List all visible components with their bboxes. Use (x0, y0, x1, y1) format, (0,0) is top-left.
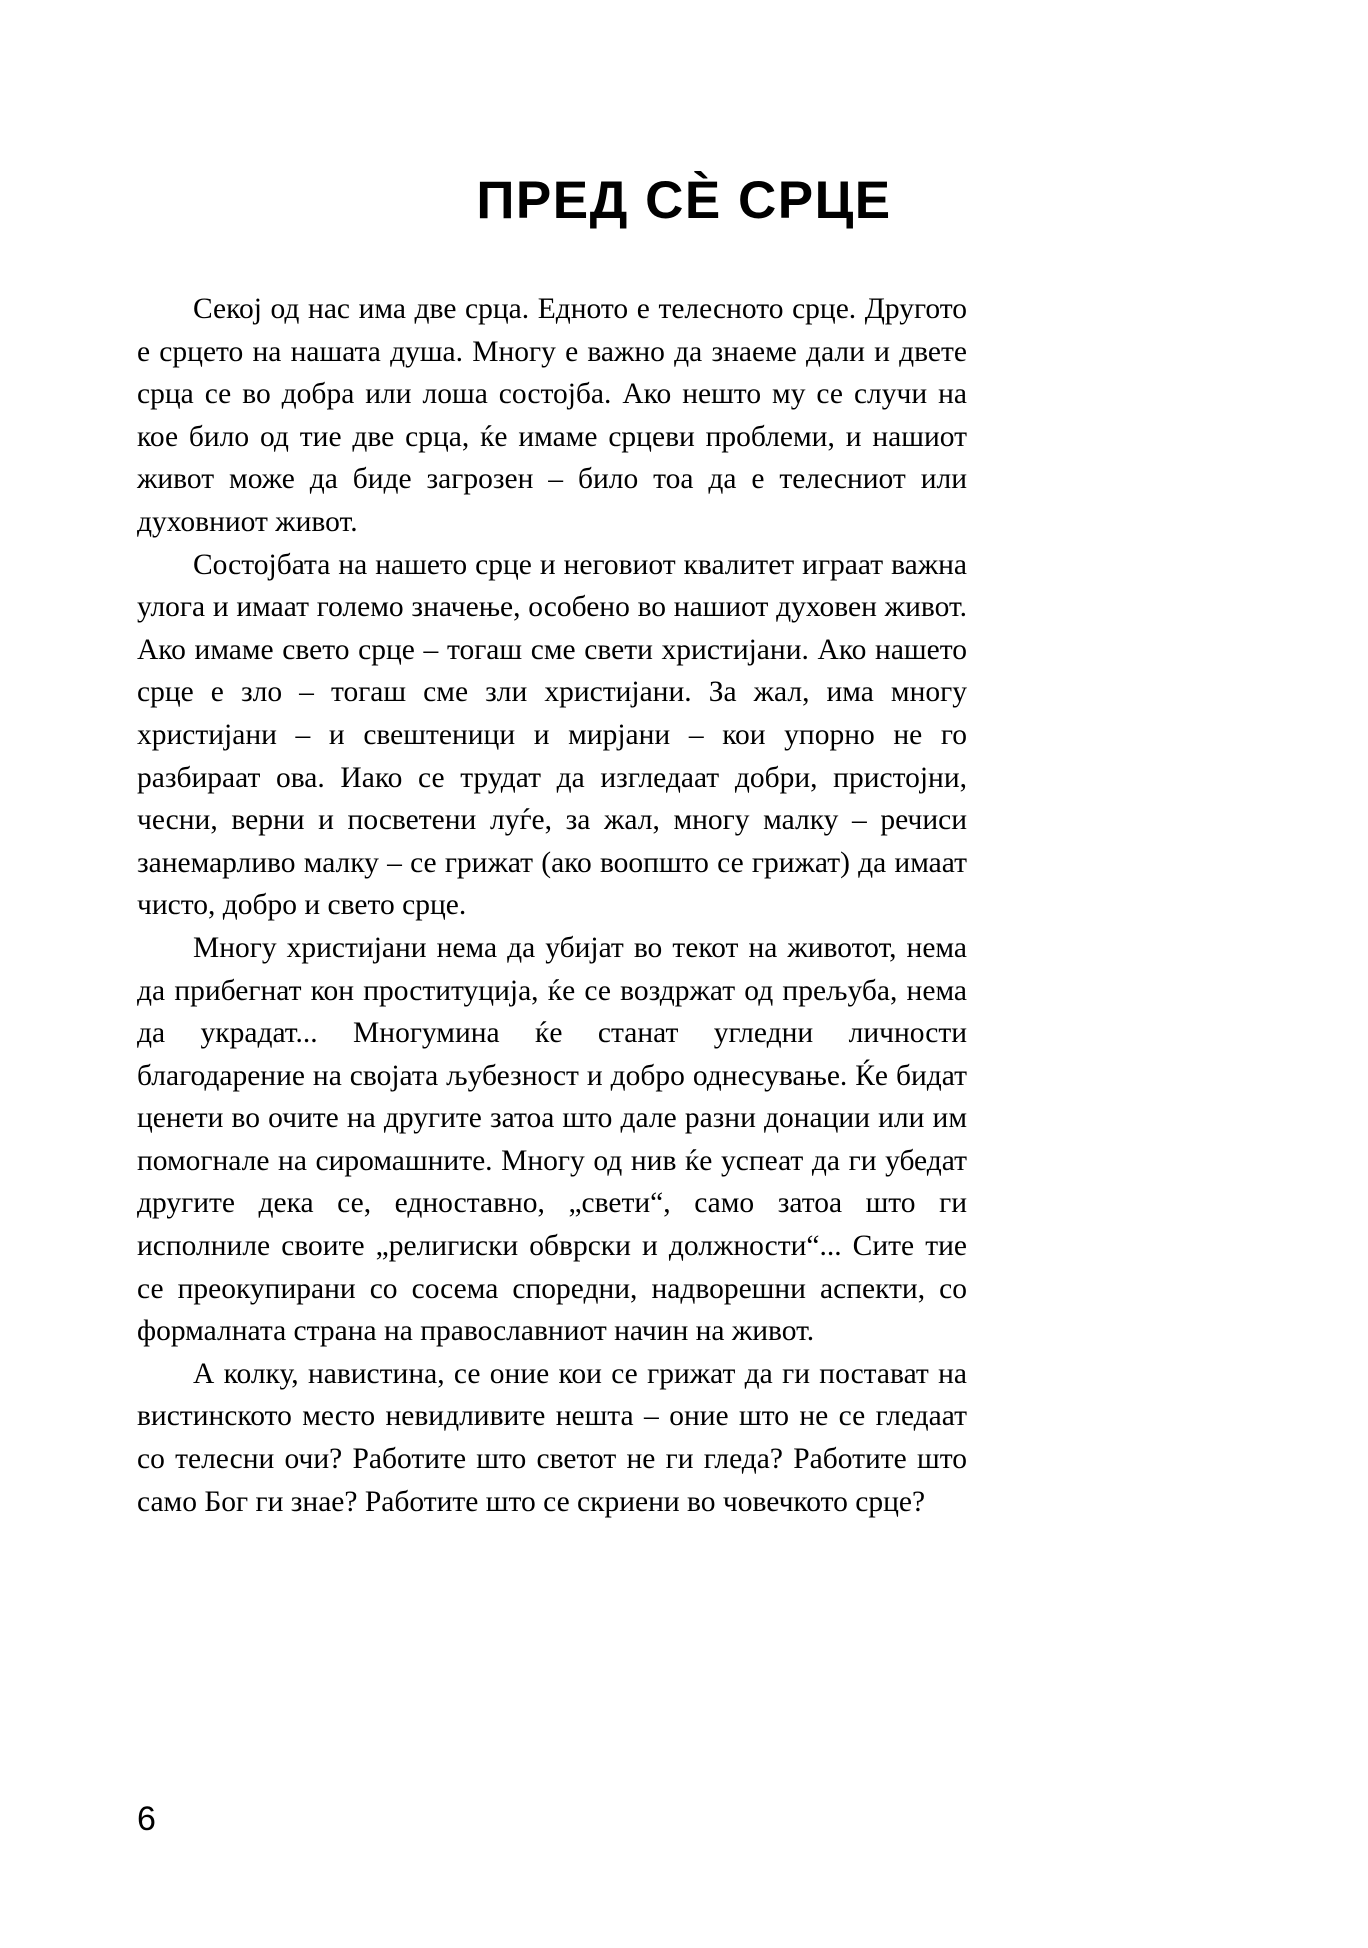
paragraph: А колку, навистина, се оние кои се грижат да ги постават на вистинското место невидливите нешта – оние што не се гледаат со телесни очи? Работите што светот не ги гледа? Работите што само Бог ги знае? Работите што се скриени во човечкото срце? (137, 1357, 975, 1518)
body-text-block (137, 288, 975, 1523)
paragraph: Состојбата на нашето срце и неговиот квалитет играат важна улога и имаат големо значење, особено во нашиот духовен живот. Ако имаме свето срце – тогаш сме свети христијани. Ако нашето срце е зло – тогаш сме зли христијани. За жал, има многу христијани – и свештеници и мирјани – кои упорно не го разбираат ова. Иако се трудат да изгледаат добри, пристојни, чесни, верни и посветени луѓе, за жал, многу малку – речиси занемарливо малку – се грижат (ако воопшто се грижат) да имаат чисто, добро и свето срце. (137, 548, 975, 922)
page-title: ПРЕД СЀ СРЦЕ (476, 170, 892, 230)
paragraph: Многу христијани нема да убијат во текот на животот, нема да прибегнат кон проституција, ќе се воздржат од прељуба, нема да украдат... Многумина ќе станат угледни личности благодарение на својата љубезност и добро однесување. Ќе бидат ценети во очите на другите затоа што дале разни донации или им помогнале на сиромашните. Многу од нив ќе успеат да ги убедат другите дека се, едноставно, „свети“, само затоа што ги исполниле своите „религиски обврски и должности“... Сите тие се преокупирани со сосема споредни, надворешни аспекти, со формалната страна на православниот начин на живот. (137, 931, 975, 1348)
paragraph: Секој од нас има две срца. Едното е телесното срце. Другото е срцето на нашата душа. Многу е важно да знаеме дали и двете срца се во добра или лоша состојба. Ако нешто му се случи на кое било од тие две срца, ќе имаме срцеви проблеми, и нашиот живот може да биде загрозен – било тоа да е телесниот или духовниот живот. (137, 293, 975, 538)
page-number: 6 (137, 1800, 156, 1838)
